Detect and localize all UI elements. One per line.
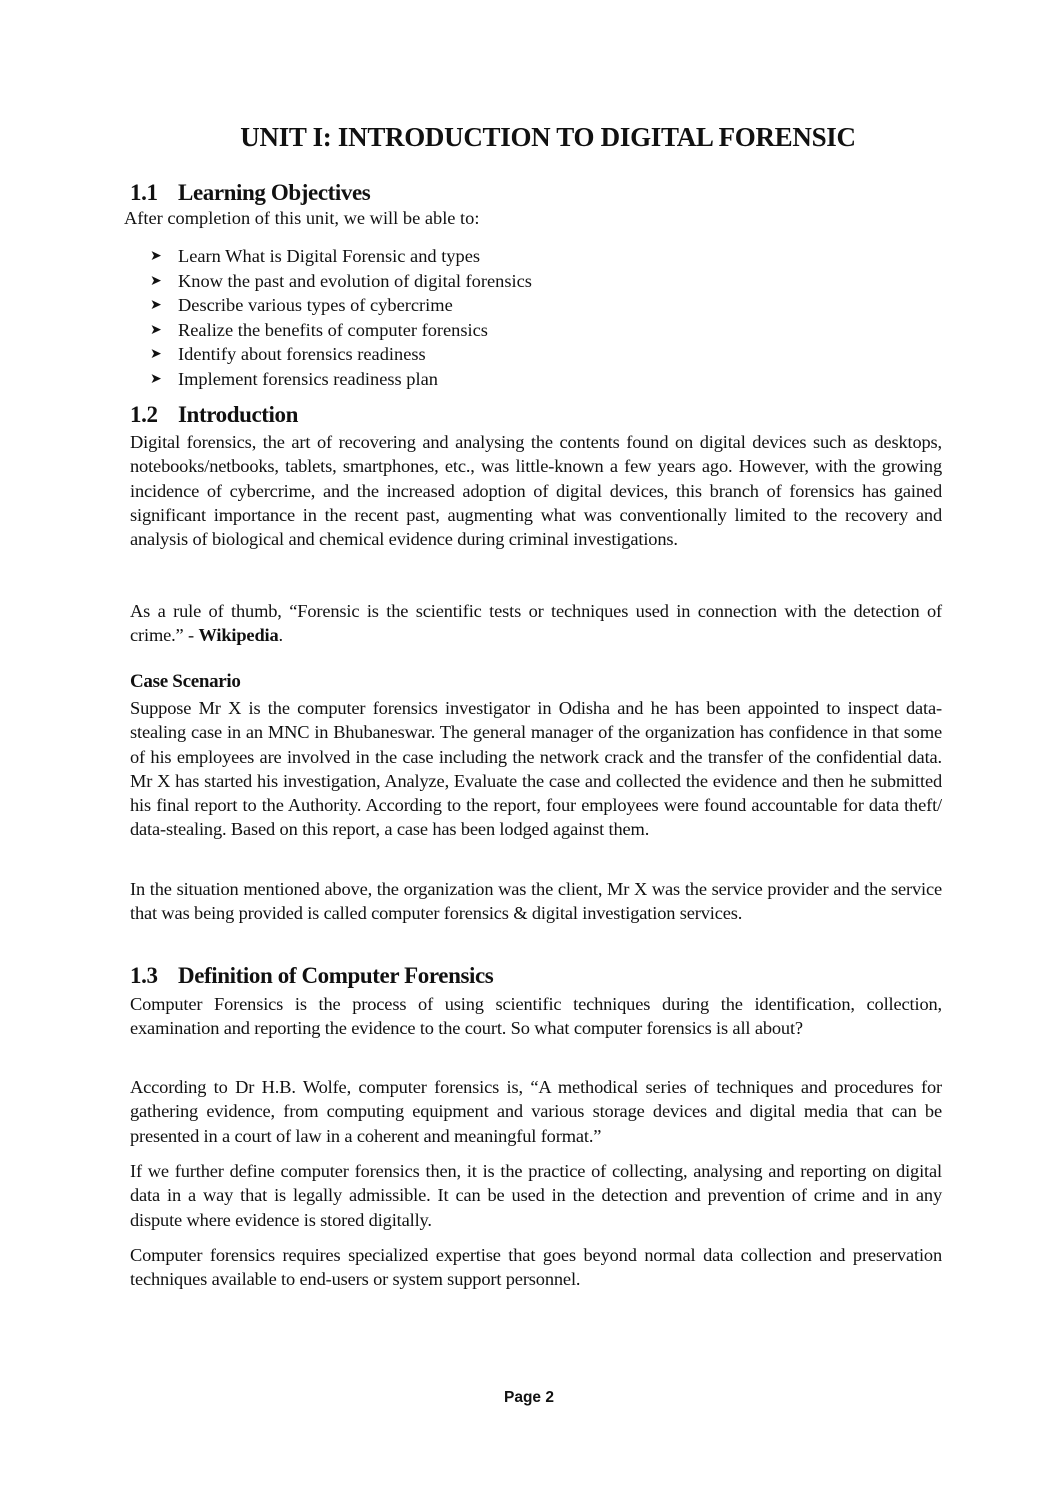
section-number: 1.3 (130, 963, 158, 988)
list-item: ➤ Describe various types of cybercrime (150, 293, 532, 318)
section-title: Learning Objectives (178, 180, 371, 205)
section-heading-definition (130, 963, 493, 989)
further-definition-paragraph: If we further define computer forensics then, it is the practice of collecting, analysing and reporting on digital data in a way that is legally admissible. It can be used in the detection and prevention of crime and in any dispute where evidence is stored digitally. (130, 1161, 942, 1230)
unit-title: UNIT I: INTRODUCTION TO DIGITAL FORENSIC (240, 122, 856, 152)
section-title: Introduction (178, 402, 299, 427)
list-item: ➤ Implement forensics readiness plan (150, 367, 532, 392)
introduction-paragraph: Digital forensics, the art of recovering and analysing the contents found on digital devices such as desktops, notebooks/netbooks, tablets, smartphones, etc., was little-known a few years ago. However, with the growing incidence of cybercrime, and the increased adoption of digital devices, this branch of forensics has gained significant importance in the recent past, augmenting what was conventionally limited to the recovery and analysis of biological and chemical evidence during criminal investigations. (130, 432, 942, 550)
arrow-bullet-icon: ➤ (150, 272, 162, 289)
section-heading-introduction (130, 402, 298, 428)
page-number: Page 2 (504, 1389, 554, 1406)
section-number: 1.2 (130, 402, 158, 427)
list-item: ➤ Realize the benefits of computer forensics (150, 318, 532, 343)
list-item: ➤ Know the past and evolution of digital forensics (150, 269, 532, 294)
learning-objectives-list (150, 244, 532, 391)
case-scenario-summary: In the situation mentioned above, the organization was the client, Mr X was the service provider and the service that was being provided is called computer forensics & digital investigation services. (130, 879, 942, 924)
arrow-bullet-icon: ➤ (150, 248, 162, 264)
arrow-bullet-icon: ➤ (150, 297, 162, 313)
objectives-intro: After completion of this unit, we will be able to: (124, 208, 480, 228)
expertise-paragraph: Computer forensics requires specialized expertise that goes beyond normal data collection and preservation techniques available to end-users or system support personnel. (130, 1245, 942, 1290)
wolfe-quote-paragraph: According to Dr H.B. Wolfe, computer forensics is, “A methodical series of techniques and procedures for gathering evidence, from computing equipment and various storage devices and digital media that can be presented in a court of law in a coherent and meaningful format.” (130, 1077, 942, 1146)
arrow-bullet-icon: ➤ (150, 346, 162, 362)
section-number: 1.1 (130, 180, 158, 205)
case-scenario-paragraph: Suppose Mr X is the computer forensics investigator in Odisha and he has been appointed to inspect data-stealing case in an MNC in Bhubaneswar. The general manager of the organization has confidence in that some of his employees are involved in the case including the network crack and the transfer of the confidential data. Mr X has started his investigation, Analyze, Evaluate the case and collected the evidence and then he submitted his final report to the Authority. According to the report, four employees were found accountable for data theft/ data-stealing. Based on this report, a case has been lodged against them. (130, 698, 942, 840)
arrow-bullet-icon: ➤ (150, 370, 162, 387)
case-scenario-heading: Case Scenario (130, 671, 241, 692)
arrow-bullet-icon: ➤ (150, 321, 162, 338)
list-item: ➤ Learn What is Digital Forensic and types (150, 244, 532, 269)
list-item: ➤ Identify about forensics readiness (150, 342, 532, 367)
forensic-definition-quote: As a rule of thumb, “Forensic is the scientific tests or techniques used in connection with the detection of crime.” - Wikipedia. (130, 601, 942, 646)
section-heading-learning-objectives (130, 180, 370, 206)
definition-paragraph: Computer Forensics is the process of using scientific techniques during the identification, collection, examination and reporting the evidence to the court. So what computer forensics is all about? (130, 994, 942, 1039)
quote-source: Wikipedia (198, 625, 279, 646)
section-title: Definition of Computer Forensics (178, 963, 494, 988)
